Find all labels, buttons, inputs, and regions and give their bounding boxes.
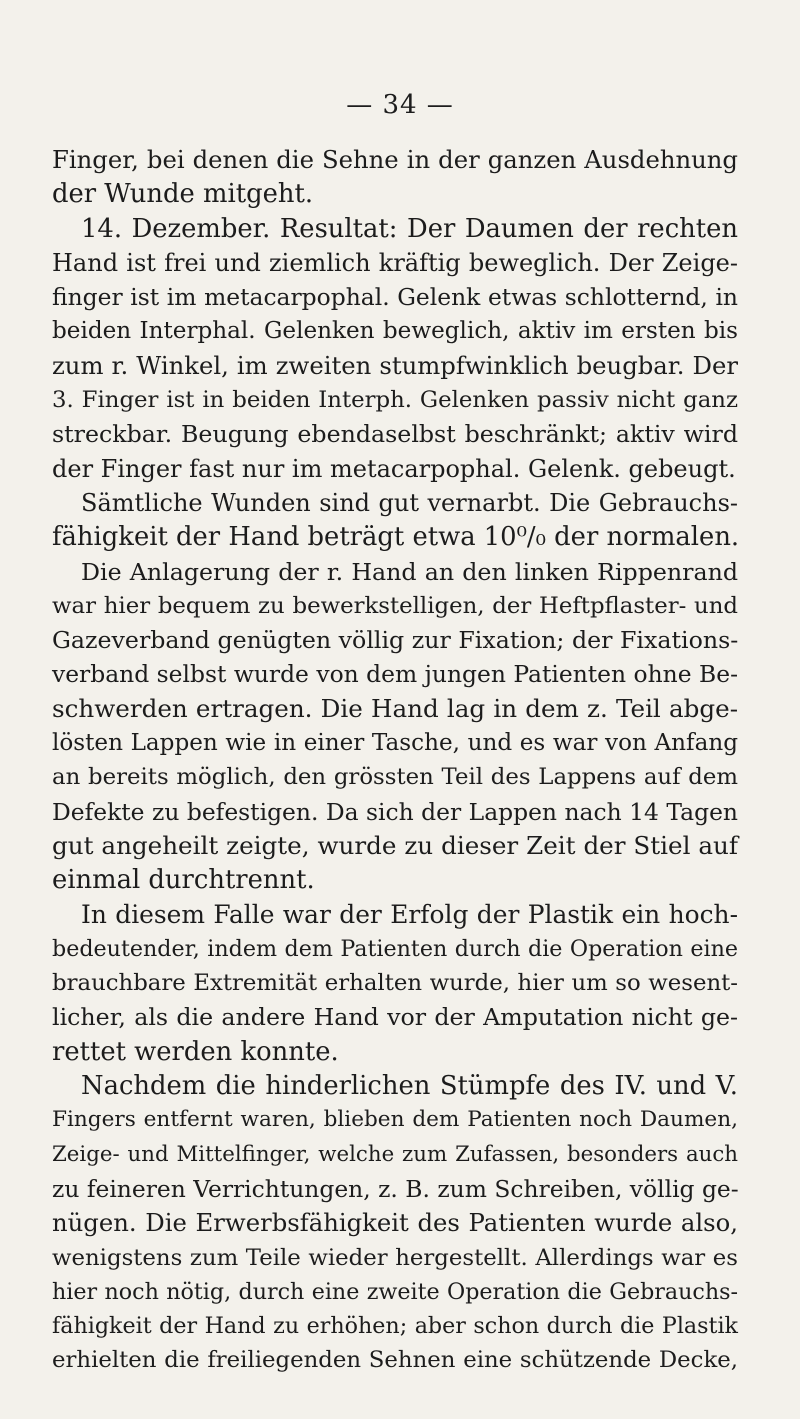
text-line: Gazeverband genügten völlig zur Fixation; der Fixations- — [52, 626, 739, 655]
body-text — [52, 143, 738, 1378]
text-line: lösten Lappen wie in einer Tasche, und es war von Anfang — [52, 730, 738, 757]
text-line: rettet werden konnte. — [52, 1036, 339, 1067]
text-line: licher, als die andere Hand vor der Amputation nicht ge- — [52, 1003, 738, 1032]
text-line: gut angeheilt zeigte, wurde zu dieser Zeit der Stiel auf — [52, 830, 738, 860]
text-line: Finger, bei denen die Sehne in der ganzen Ausdehnung — [52, 145, 738, 174]
text-line: Die Anlagerung der r. Hand an den linken Rippenrand — [81, 557, 738, 586]
text-line: wenigstens zum Teile wieder hergestellt. Allerdings war es — [52, 1244, 738, 1271]
text-line: Hand ist frei und ziemlich kräftig beweglich. Der Zeige- — [52, 248, 738, 277]
text-line: hier noch nötig, durch eine zweite Operation die Gebrauchs- — [52, 1278, 738, 1305]
page-number: — 34 — — [346, 90, 454, 120]
text-line: verband selbst wurde von dem jungen Patienten ohne Be- — [52, 660, 738, 689]
text-line: der Finger fast nur im metacarpophal. Gelenk. gebeugt. — [52, 454, 736, 483]
text-line: war hier bequem zu bewerkstelligen, der Heftpflaster- und — [52, 592, 738, 619]
text-line: zum r. Winkel, im zweiten stumpfwinklich beugbar. Der — [52, 350, 738, 380]
text-line: In diesem Falle war der Erfolg der Plastik ein hoch- — [81, 899, 738, 929]
text-line: Sämtliche Wunden sind gut vernarbt. Die Gebrauchs- — [81, 488, 738, 517]
text-line: Zeige- und Mittelfinger, welche zum Zufassen, besonders auch — [52, 1141, 738, 1167]
text-line: beiden Interphal. Gelenken beweglich, aktiv im ersten bis — [52, 318, 738, 345]
text-line: bedeutender, indem dem Patienten durch die Operation eine — [52, 935, 738, 962]
text-line: fähigkeit der Hand beträgt etwa 10⁰/₀ der normalen. — [52, 522, 740, 553]
text-line: 3. Finger ist in beiden Interph. Gelenken passiv nicht ganz — [52, 387, 738, 414]
text-line: Nachdem die hinderlichen Stümpfe des IV. und V. — [81, 1071, 738, 1102]
text-line: fähigkeit der Hand zu erhöhen; aber schon durch die Plastik — [52, 1313, 738, 1340]
text-line: Defekte zu befestigen. Da sich der Lappen nach 14 Tagen — [52, 797, 738, 826]
text-line: brauchbare Extremität erhalten wurde, hier um so wesent- — [52, 970, 738, 997]
text-line: der Wunde mitgeht. — [52, 179, 314, 210]
text-line: 14. Dezember. Resultat: Der Daumen der rechten — [81, 213, 738, 244]
text-line: nügen. Die Erwerbsfähigkeit des Patienten wurde also, — [52, 1208, 738, 1238]
text-line: finger ist im metacarpophal. Gelenk etwas schlotternd, in — [52, 283, 738, 312]
text-line: erhielten die freiliegenden Sehnen eine schützende Decke, — [52, 1347, 738, 1374]
text-line: streckbar. Beugung ebendaselbst beschränkt; aktiv wird — [52, 420, 738, 449]
text-line: zu feineren Verrichtungen, z. B. zum Schreiben, völlig ge- — [52, 1174, 739, 1203]
text-line: einmal durchtrennt. — [52, 865, 315, 896]
text-line: Fingers entfernt waren, blieben dem Patienten noch Daumen, — [52, 1107, 738, 1133]
text-line: an bereits möglich, den grössten Teil des Lappens auf dem — [52, 764, 738, 791]
text-line: schwerden ertragen. Die Hand lag in dem z. Teil abge- — [52, 693, 738, 723]
